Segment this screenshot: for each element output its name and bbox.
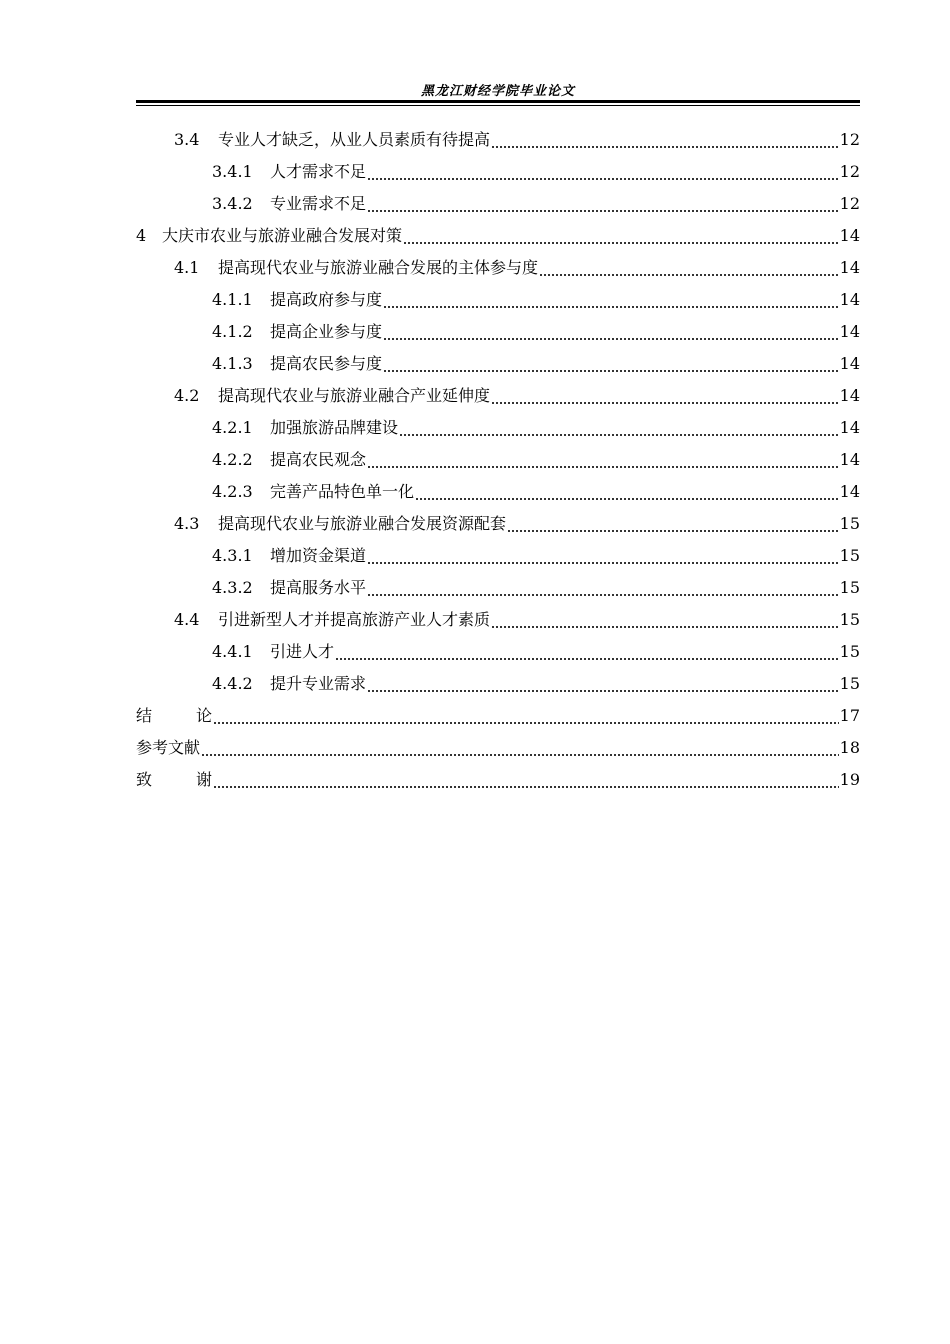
toc-dot-leader xyxy=(491,386,839,406)
toc-entry-number: 4.1.3 xyxy=(212,354,253,373)
toc-entry-title: 引进新型人才并提高旅游产业人才素质 xyxy=(218,610,491,629)
toc-page-number: 15 xyxy=(839,578,860,597)
toc-page-number: 14 xyxy=(839,322,860,341)
toc-entry[interactable] xyxy=(136,502,860,534)
toc-dot-leader xyxy=(335,642,839,662)
toc-entry-number: 4.3 xyxy=(174,514,200,533)
toc-entry-title xyxy=(136,770,212,790)
toc-entry-title-char: 结 xyxy=(136,706,153,725)
toc-entry[interactable] xyxy=(136,278,860,310)
toc-entry-title: 参考文献 xyxy=(136,738,201,757)
toc-page-number: 12 xyxy=(839,162,860,181)
toc-page-number: 19 xyxy=(839,770,860,789)
toc-entry[interactable] xyxy=(136,118,860,150)
toc-entry-title-char: 致 xyxy=(136,770,153,789)
toc-page-number: 12 xyxy=(839,194,860,213)
toc-entry[interactable] xyxy=(136,726,860,758)
toc-page-number: 14 xyxy=(839,450,860,469)
toc-entry-number: 4 xyxy=(136,226,147,245)
toc-entry-title: 提高企业参与度 xyxy=(270,322,383,341)
toc-page-number: 15 xyxy=(839,610,860,629)
toc-page-number: 14 xyxy=(839,290,860,309)
toc-entry-number: 4.2.3 xyxy=(212,482,253,501)
toc-entry-number: 4.4.1 xyxy=(212,642,253,661)
toc-dot-leader xyxy=(383,322,839,342)
toc-dot-leader xyxy=(491,610,839,630)
toc-page-number: 15 xyxy=(839,514,860,533)
toc-dot-leader xyxy=(367,450,839,470)
toc-entry-number: 3.4.2 xyxy=(212,194,253,213)
toc-entry[interactable] xyxy=(136,246,860,278)
toc-page-number: 15 xyxy=(839,674,860,693)
toc-entry-title: 加强旅游品牌建设 xyxy=(270,418,399,437)
toc-dot-leader xyxy=(367,578,839,598)
toc-entry-title: 提高农民参与度 xyxy=(270,354,383,373)
toc-entry[interactable] xyxy=(136,150,860,182)
toc-dot-leader xyxy=(403,226,839,246)
toc-entry-number: 3.4.1 xyxy=(212,162,253,181)
toc-entry-title: 提高现代农业与旅游业融合发展资源配套 xyxy=(218,514,507,533)
toc-dot-leader xyxy=(367,546,839,566)
page-header xyxy=(136,76,860,106)
table-of-contents xyxy=(136,118,860,790)
toc-entry-title-char: 论 xyxy=(196,706,213,725)
toc-entry[interactable] xyxy=(136,214,860,246)
toc-entry-number: 4.2.2 xyxy=(212,450,253,469)
toc-dot-leader xyxy=(213,706,839,726)
toc-page-number: 14 xyxy=(839,418,860,437)
toc-entry[interactable] xyxy=(136,694,860,726)
toc-dot-leader xyxy=(367,162,839,182)
toc-entry[interactable] xyxy=(136,374,860,406)
toc-entry-number: 4.1 xyxy=(174,258,200,277)
toc-entry-number: 4.3.2 xyxy=(212,578,253,597)
toc-dot-leader xyxy=(399,418,839,438)
toc-entry[interactable] xyxy=(136,406,860,438)
toc-entry[interactable] xyxy=(136,438,860,470)
toc-entry-number: 3.4 xyxy=(174,130,200,149)
toc-entry[interactable] xyxy=(136,470,860,502)
toc-dot-leader xyxy=(367,194,839,214)
toc-entry-number: 4.4 xyxy=(174,610,200,629)
toc-entry[interactable] xyxy=(136,598,860,630)
toc-page-number: 14 xyxy=(839,258,860,277)
toc-entry[interactable] xyxy=(136,566,860,598)
toc-dot-leader xyxy=(383,290,839,310)
toc-entry-title: 提高农民观念 xyxy=(270,450,367,469)
toc-dot-leader xyxy=(213,770,839,790)
toc-page-number: 12 xyxy=(839,130,860,149)
toc-page-number: 17 xyxy=(839,706,860,725)
toc-entry-title: 增加资金渠道 xyxy=(270,546,367,565)
toc-entry-number: 4.1.2 xyxy=(212,322,253,341)
toc-dot-leader xyxy=(415,482,839,502)
toc-entry-title: 提高现代农业与旅游业融合发展的主体参与度 xyxy=(218,258,539,277)
toc-entry-number: 4.3.1 xyxy=(212,546,253,565)
toc-entry[interactable] xyxy=(136,534,860,566)
toc-dot-leader xyxy=(491,130,839,150)
toc-page-number: 15 xyxy=(839,546,860,565)
toc-dot-leader xyxy=(201,738,839,758)
toc-entry-title-char: 谢 xyxy=(196,770,213,789)
toc-entry[interactable] xyxy=(136,758,860,790)
toc-entry-title: 人才需求不足 xyxy=(270,162,367,181)
toc-entry[interactable] xyxy=(136,662,860,694)
toc-entry-title: 大庆市农业与旅游业融合发展对策 xyxy=(162,226,403,245)
toc-page-number: 14 xyxy=(839,386,860,405)
toc-entry-title: 提高服务水平 xyxy=(270,578,367,597)
header-title: 黑龙江财经学院毕业论文 xyxy=(420,84,575,99)
toc-dot-leader xyxy=(539,258,839,278)
toc-entry-title: 专业人才缺乏，从业人员素质有待提高 xyxy=(218,130,491,149)
toc-entry-title: 提高现代农业与旅游业融合产业延伸度 xyxy=(218,386,491,405)
toc-page-number: 18 xyxy=(839,738,860,757)
toc-entry-title xyxy=(136,706,212,726)
toc-entry-number: 4.2.1 xyxy=(212,418,253,437)
toc-dot-leader xyxy=(383,354,839,374)
toc-entry[interactable] xyxy=(136,342,860,374)
toc-dot-leader xyxy=(367,674,839,694)
toc-entry[interactable] xyxy=(136,310,860,342)
toc-dot-leader xyxy=(507,514,839,534)
toc-entry[interactable] xyxy=(136,182,860,214)
toc-page-number: 14 xyxy=(839,226,860,245)
header-rule-thick xyxy=(136,100,860,103)
toc-entry-title: 提升专业需求 xyxy=(270,674,367,693)
toc-entry[interactable] xyxy=(136,630,860,662)
toc-entry-number: 4.2 xyxy=(174,386,200,405)
toc-entry-number: 4.1.1 xyxy=(212,290,253,309)
toc-page-number: 14 xyxy=(839,354,860,373)
header-rule-thin xyxy=(136,105,860,106)
toc-page-number: 15 xyxy=(839,642,860,661)
toc-entry-title: 完善产品特色单一化 xyxy=(270,482,415,501)
toc-entry-title: 提高政府参与度 xyxy=(270,290,383,309)
toc-page-number: 14 xyxy=(839,482,860,501)
toc-entry-number: 4.4.2 xyxy=(212,674,253,693)
toc-entry-title: 专业需求不足 xyxy=(270,194,367,213)
toc-entry-title: 引进人才 xyxy=(270,642,335,661)
